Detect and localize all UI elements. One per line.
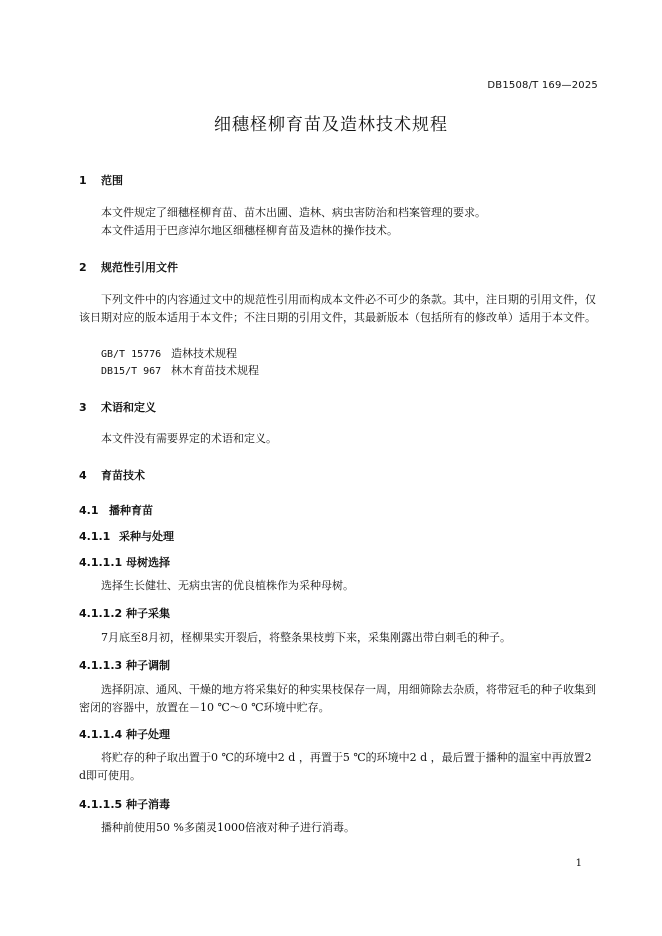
paragraph: 本文件没有需要界定的术语和定义。 [101,432,277,445]
paragraph: 本文件规定了细穗柽柳育苗、苗木出圃、造林、病虫害防治和档案管理的要求。 [101,206,486,219]
heading-number: 4.1.1.1 [79,556,123,569]
heading-text: 播种育苗 [109,504,153,517]
doc-number: DB1508/T 169—2025 [487,80,598,91]
section-4-1-1-2-heading [79,605,170,621]
heading-number: 1 [79,174,87,187]
section-4-1-1-5-heading [79,796,170,812]
heading-text: 育苗技术 [101,469,145,482]
reference-name: 造林技术规程 [171,347,237,360]
heading-text: 术语和定义 [101,401,156,414]
heading-number: 4 [79,469,87,482]
reference-item [101,345,237,361]
reference-name: 林木育苗技术规程 [171,364,259,377]
heading-number: 4.1.1.2 [79,607,123,620]
heading-text: 种子处理 [126,728,170,741]
paragraph: 将贮存的种子取出置于0 ℃的环境中2 d ，再置于5 ℃的环境中2 d ，最后置于播种的温室中再放置2 d即可使用。 [79,751,592,782]
paragraph: 播种前使用50 %多菌灵1000倍液对种子进行消毒。 [101,821,355,834]
heading-number: 4.1 [79,504,99,517]
heading-text: 规范性引用文件 [101,261,178,274]
reference-item [101,362,259,378]
heading-text: 种子采集 [126,607,170,620]
heading-number: 4.1.1 [79,530,111,543]
heading-text: 种子消毒 [126,798,170,811]
heading-number: 4.1.1.3 [79,659,123,672]
reference-code: GB/T 15776 [101,349,162,360]
section-4-1-1-heading [79,528,174,544]
section-4-1-heading [79,502,153,518]
page-number: 1 [575,858,582,869]
paragraph: 下列文件中的内容通过文中的规范性引用而构成本文件必不可少的条款。其中，注日期的引用文件，仅该日期对应的版本适用于本文件；不注日期的引用文件，其最新版本（包括所有的修改单）适用于本文件。 [79,293,596,324]
heading-number: 4.1.1.4 [79,728,123,741]
heading-text: 种子调制 [126,659,170,672]
paragraph: 本文件适用于巴彦淖尔地区细穗柽柳育苗及造林的操作技术。 [101,224,398,237]
section-4-1-1-1-heading [79,554,170,570]
section-1-heading [79,172,123,188]
section-3-heading [79,399,156,415]
heading-text: 母树选择 [126,556,170,569]
section-4-heading [79,467,145,483]
heading-number: 4.1.1.5 [79,798,123,811]
heading-number: 2 [79,261,87,274]
section-4-1-1-3-heading [79,657,170,673]
paragraph: 7月底至8月初，柽柳果实开裂后，将整条果枝剪下来，采集刚露出带白刺毛的种子。 [101,631,511,644]
page-title: 细穗柽柳育苗及造林技术规程 [214,115,448,135]
section-2-heading [79,259,178,275]
reference-code: DB15/T 967 [101,366,162,377]
paragraph: 选择阴凉、通风、干燥的地方将采集好的种实果枝保存一周，用细筛除去杂质，将带冠毛的种子收集到密闭的容器中，放置在－10 ℃～0 ℃环境中贮存。 [79,683,596,714]
heading-text: 范围 [101,174,123,187]
heading-text: 采种与处理 [119,530,174,543]
heading-number: 3 [79,401,87,414]
paragraph: 选择生长健壮、无病虫害的优良植株作为采种母树。 [101,579,354,592]
section-4-1-1-4-heading [79,726,170,742]
